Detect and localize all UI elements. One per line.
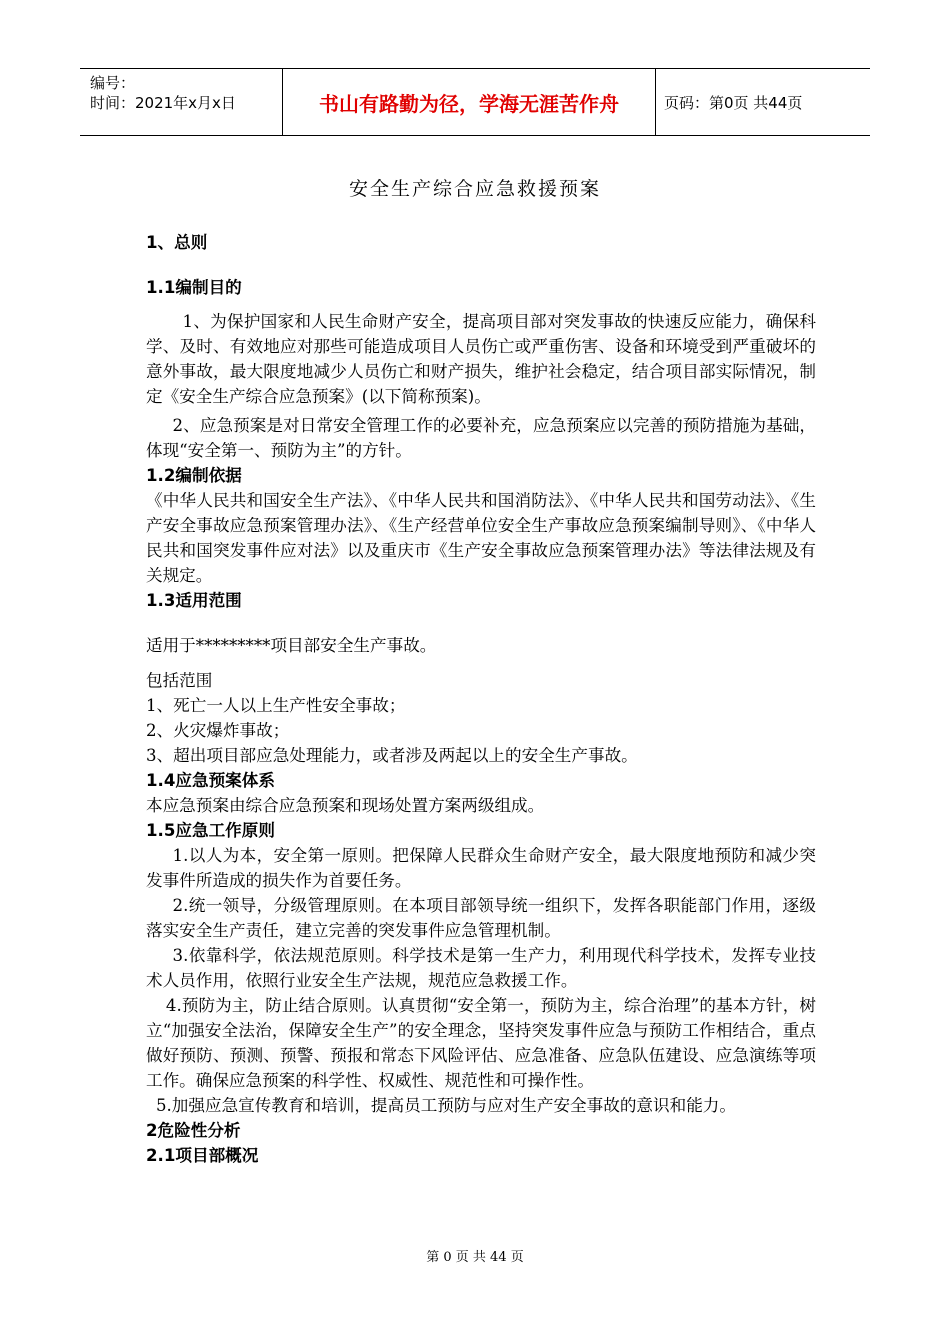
number-label: 编号： bbox=[90, 74, 136, 92]
section-heading-1-5: 1.5应急工作原则 bbox=[146, 821, 275, 840]
paragraph-1-1-1: 1、为保护国家和人民生命财产安全，提高项目部对突发事故的快速反应能力，确保科学、及时、有效地应对那些可能造成项目人员伤亡或严重伤害、设备和环境受到严重破坏的意外事故，最大限度地减少人员伤亡和财产损失，维护社会稳定，结合项目部实际情况，制定《安全生产综合应急预案》(以下简称预案)。 bbox=[146, 312, 816, 406]
date-label: 时间：2021年x月x日 bbox=[90, 94, 236, 112]
list-item-1-3-1: 1、死亡一人以上生产性安全事故； bbox=[146, 696, 406, 715]
paragraph-1-3-1: 适用于*********项目部安全生产事故。 bbox=[146, 636, 437, 655]
paragraph-1-5-4: 4.预防为主，防止结合原则。认真贯彻“安全第一，预防为主，综合治理”的基本方针，树立“加强安全法治，保障安全生产”的安全理念，坚持突发事件应急与预防工作相结合，重点做好预防、预测、预警、预报和常态下风险评估、应急准备、应急队伍建设、应急演练等项工作。确保应急预案的科学性、权威性、规范性和可操作性。 bbox=[146, 996, 816, 1090]
list-item-1-3-2: 2、火灾爆炸事故； bbox=[146, 721, 290, 740]
paragraph-1-5-1: 1.以人为本，安全第一原则。把保障人民群众生命财产安全，最大限度地预防和减少突发事件所造成的损失作为首要任务。 bbox=[146, 846, 816, 890]
paragraph-1-5-5: 5.加强应急宣传教育和培训，提高员工预防与应对生产安全事故的意识和能力。 bbox=[155, 1096, 736, 1115]
section-heading-1-4: 1.4应急预案体系 bbox=[146, 771, 275, 790]
paragraph-1-3-2: 包括范围 bbox=[146, 671, 213, 690]
section-heading-1-2: 1.2编制依据 bbox=[146, 466, 242, 485]
section-heading-1-3: 1.3适用范围 bbox=[146, 591, 242, 610]
page-footer: 第 0 页 共 44 页 bbox=[426, 1250, 524, 1265]
document-title: 安全生产综合应急救援预案 bbox=[348, 178, 601, 200]
header-motto: 书山有路勤为径，学海无涯苦作舟 bbox=[283, 69, 656, 135]
paragraph-1-5-2: 2.统一领导，分级管理原则。在本项目部领导统一组织下，发挥各职能部门作用，逐级落实安全生产责任，建立完善的突发事件应急管理机制。 bbox=[146, 896, 816, 940]
section-heading-1: 1、总则 bbox=[146, 233, 208, 252]
list-item-1-3-3: 3、超出项目部应急处理能力，或者涉及两起以上的安全生产事故。 bbox=[146, 746, 638, 765]
paragraph-1-1-2: 2、应急预案是对日常安全管理工作的必要补充，应急预案应以完善的预防措施为基础，体现“安全第一、预防为主”的方针。 bbox=[146, 416, 816, 460]
section-heading-2-1: 2.1项目部概况 bbox=[146, 1146, 259, 1165]
paragraph-1-5-3: 3.依靠科学，依法规范原则。科学技术是第一生产力，利用现代科学技术，发挥专业技术人员作用，依照行业安全生产法规，规范应急救援工作。 bbox=[146, 946, 816, 990]
page-header bbox=[80, 68, 870, 136]
header-meta bbox=[80, 69, 283, 135]
paragraph-1-4-1: 本应急预案由综合应急预案和现场处置方案两级组成。 bbox=[146, 796, 545, 815]
section-heading-1-1: 1.1编制目的 bbox=[146, 278, 242, 297]
section-heading-2: 2危险性分析 bbox=[146, 1121, 241, 1140]
document-body bbox=[146, 226, 816, 1168]
header-page-info: 页码：第0页 共44页 bbox=[664, 93, 803, 112]
paragraph-1-2-1: 《中华人民共和国安全生产法》、《中华人民共和国消防法》、《中华人民共和国劳动法》、《生产安全事故应急预案管理办法》、《生产经营单位安全生产事故应急预案编制导则》、《中华人民共和国突发事件应对法》以及重庆市《生产安全事故应急预案管理办法》等法律法规及有关规定。 bbox=[146, 491, 816, 585]
